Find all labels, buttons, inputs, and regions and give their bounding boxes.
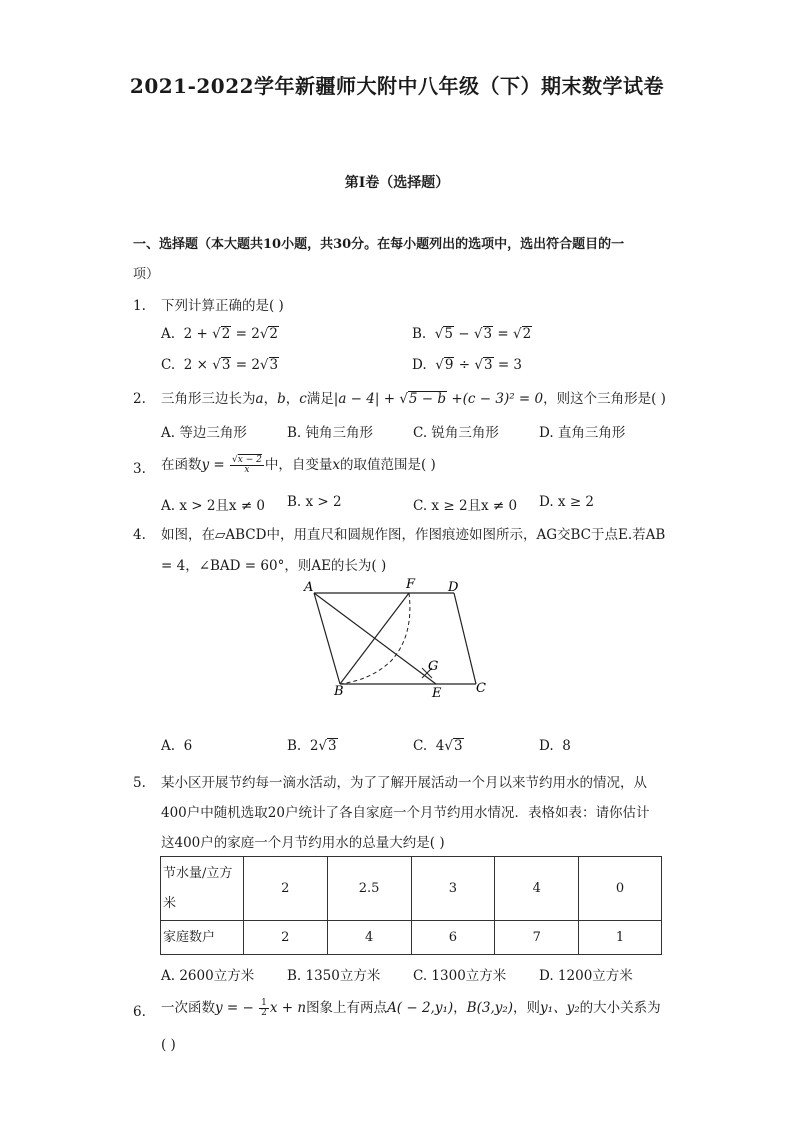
q3-option-c: C. x ≥ 2且x ≠ 0 xyxy=(413,498,518,514)
table-row xyxy=(161,857,662,921)
q4-number: 4. xyxy=(133,527,146,543)
q3-option-d: D. x ≥ 2 xyxy=(539,494,595,510)
q1-stem: 下列计算正确的是( ) xyxy=(161,298,284,314)
label-d: D xyxy=(448,580,459,595)
q2-stem: 三角形三边长为a，b，c满足|a − 4| + √5 − b +(c − 3)² = 0，则这个三角形是( ) xyxy=(161,391,666,407)
q1-option-a: A. 2 + √2 = 2√2 xyxy=(161,326,279,342)
q1-option-b: B. √5 − √3 = √2 xyxy=(412,326,532,342)
q5-number: 5. xyxy=(133,775,146,791)
q4-option-b: B. 2√3 xyxy=(287,738,337,754)
q6-number: 6. xyxy=(133,1004,146,1020)
table-row xyxy=(161,921,662,955)
table-cell: 4 xyxy=(495,857,579,921)
q4-option-c: C. 4√3 xyxy=(413,738,463,754)
table-cell: 0 xyxy=(579,857,662,921)
table-cell: 2 xyxy=(243,857,327,921)
label-c: C xyxy=(476,681,486,696)
q5-option-a: A. 2600立方米 xyxy=(161,968,255,984)
section-line-1: 一、选择题（本大题共10小题，共30分。在每小题列出的选项中，选出符合题目的一 xyxy=(133,237,625,252)
q5-option-b: B. 1350立方米 xyxy=(287,968,381,984)
table-cell: 3 xyxy=(411,857,495,921)
q5-stem-line-1: 某小区开展节约每一滴水活动，为了了解开展活动一个月以来节约用水的情况，从 xyxy=(161,775,647,791)
label-f: F xyxy=(406,577,416,592)
table-cell: 2.5 xyxy=(327,857,411,921)
q4-stem-line-1: 如图，在▱ABCD中，用直尺和圆规作图，作图痕迹如图所示，AG交BC于点E.若AB xyxy=(161,527,666,543)
q3-stem: 在函数y = $\frac{√x - 2}{x}$ 中，自变量x的取值范围是( ) xyxy=(161,455,436,475)
table-cell: 1 xyxy=(579,921,662,955)
water-saving-table xyxy=(160,856,662,955)
side-ab xyxy=(314,593,340,684)
q5-option-c: C. 1300立方米 xyxy=(413,968,507,984)
q5-stem-line-3: 这400户的家庭一个月节约用水的总量大约是( ) xyxy=(161,835,445,851)
q3-option-b: B. x > 2 xyxy=(287,494,342,510)
part-title: 第I卷（选择题） xyxy=(344,175,450,191)
q6-stem: 一次函数y = − $\frac{1}{2}$ x + n图象上有两点A( − 2,y₁)，B(3,y₂)，则y₁、y₂的大小关系为 xyxy=(161,998,661,1018)
q1-number: 1. xyxy=(133,298,146,314)
label-g: G xyxy=(428,659,439,674)
q1-option-d: D. √9 ÷ √3 = 3 xyxy=(412,357,523,373)
q1-option-c: C. 2 × √3 = 2√3 xyxy=(161,357,279,373)
table-cell: 4 xyxy=(327,921,411,955)
side-dc xyxy=(454,593,476,684)
q3-fraction: $\frac{√x - 2}{x}$ xyxy=(232,455,262,475)
q4-option-d: D. 8 xyxy=(539,738,571,754)
q4-option-a: A. 6 xyxy=(161,738,193,754)
section-heading xyxy=(133,230,673,290)
parallelogram-figure xyxy=(296,576,496,700)
q4-stem-line-2: = 4，∠BAD = 60°，则AE的长为( ) xyxy=(161,558,387,574)
table-cell: 2 xyxy=(243,921,327,955)
q2-option-c: C. 锐角三角形 xyxy=(413,425,499,441)
q3-number: 3. xyxy=(133,461,146,477)
label-e: E xyxy=(432,686,442,700)
label-a: A xyxy=(304,580,314,595)
table-header-cell: 家庭数户 xyxy=(161,921,244,955)
q5-option-d: D. 1200立方米 xyxy=(539,968,633,984)
table-header-cell: 节水量/立方 米 xyxy=(161,857,244,921)
q2-option-d: D. 直角三角形 xyxy=(539,425,626,441)
segment-bf xyxy=(340,593,409,684)
q6-fraction: $\frac{1}{2}$ xyxy=(261,998,267,1018)
q6-stem-line-2: ( ) xyxy=(161,1037,176,1053)
q2-option-a: A. 等边三角形 xyxy=(161,425,247,441)
table-cell: 6 xyxy=(411,921,495,955)
q5-stem-line-2: 400户中随机选取20户统计了各自家庭一个月节约用水情况．表格如表：请你估计 xyxy=(161,805,650,821)
q2-option-b: B. 钝角三角形 xyxy=(287,425,374,441)
label-b: B xyxy=(334,684,344,699)
q3-option-a: A. x > 2且x ≠ 0 xyxy=(161,498,266,514)
page-title: 2021-2022学年新疆师大附中八年级（下）期末数学试卷 xyxy=(129,74,665,98)
q2-number: 2. xyxy=(133,391,146,407)
section-line-2: 项） xyxy=(133,267,160,282)
table-cell: 7 xyxy=(495,921,579,955)
